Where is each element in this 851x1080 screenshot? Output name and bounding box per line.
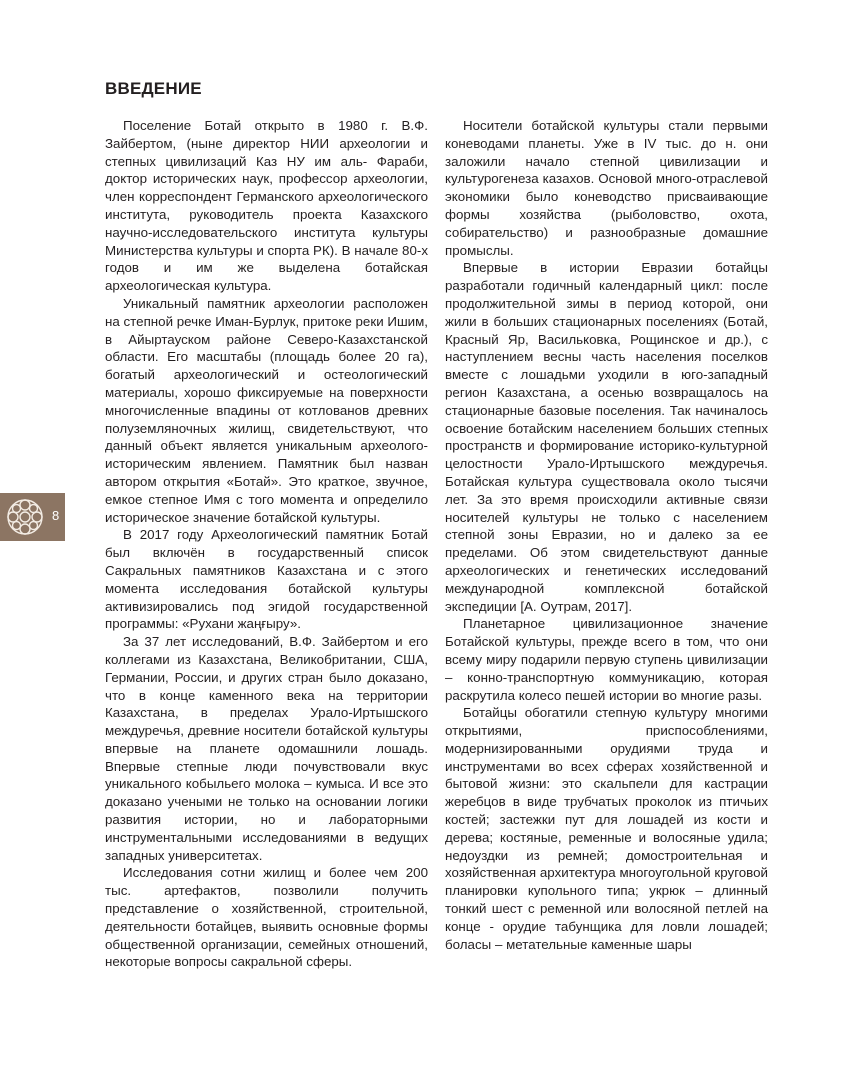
paragraph: В 2017 году Археологический памятник Ботай был включён в государственный список Сакральных памятников Казахстана и с этого момента исследования ботайской культуры активизировались под эгидой государственной программы: «Рухани жаңғыру». <box>105 527 428 632</box>
paragraph: Уникальный памятник археологии расположен на степной речке Иман-Бурлук, притоке реки Ишим, в Айыртауском районе Северо-Казахстанской области. Его масштабы (площадь более 20 га), богатый археологический и остеологический материалы, хорошо фиксируемые на поверхности многочисленные впадины от котлованов древних полуземляночных жилищ, свидетельствуют, что данный объект является уникальным археолого-историческим явлением. Памятник был назван автором открытия «Ботай». Это краткое, звучное, емкое степное Имя с того момента и определило историческое значение ботайской культуры. <box>105 295 428 525</box>
page-number-tab <box>0 493 65 541</box>
paragraph: Ботайцы обогатили степную культуру многими открытиями, приспособлениями, модернизированными орудиями труда и инструментами во всех сферах хозяйственной и бытовой жизни: это скальпели для кастрации жеребцов в виде трубчатых проколок из птичьих костей; застежки пут для лошадей из кости и дерева; костяные, ременные и волосяные удила; недоуздки из ремней; домостроительная и хозяйственная архитектура многоугольной круговой планировки купольного типа; укрюк – длинный тонкий шест с ременной или волосяной петлей на конце - орудие табунщика для ловли лошадей; боласы – метательные каменные шары <box>445 705 768 952</box>
paragraph: За 37 лет исследований, В.Ф. Зайбертом и его коллегами из Казахстана, Великобритании, США, Германии, России, и других стран было доказано, что в конце каменного века на территории Казахстана, в пределах Урало-Иртышского междуречья, древние носители ботайской культуры впервые на планете одомашнили лошадь. Впервые степные люди почувствовали вкус уникального кобыльего молока – кумыса. И все это доказано учеными не только на основании логики развития истории, но и лабораторными инструментальными исследованиями в ведущих западных университетах. <box>105 634 428 863</box>
paragraph: Впервые в истории Евразии ботайцы разработали годичный календарный цикл: после продолжительной зимы в период которой, они жили в больших стационарных поселениях (Ботай, Красный Яр, Васильковка, Рощинское и др.), с наступлением весны часть населения поселков вместе с лошадьми уходили в юго-западный регион Казахстана, а осенью возвращалось на стационарные базовые поселения. Так начиналось освоение ботайским населением больших степных пространств и формирование историко-культурной целостности Урало-Иртышского междуречья. Ботайская культура существовала около тысячи лет. За это время происходили активные связи носителей культуры не только с населением степной зоны Евразии, но и далеко за ее пределами. Об этом свидетельствуют данные археологических и генетических исследований международной комплексной ботайской экспедиции [А. Оутрам, 2017]. <box>445 260 768 614</box>
right-text-column <box>445 117 768 953</box>
paragraph: Носители ботайской культуры стали первыми коневодами планеты. Уже в IV тыс. до н. они заложили начало степной цивилизации и культурогенеза казахов. Основой много-отраслевой экономики было коневодство присваивающие формы хозяйства (рыболовство, охота, собирательство) и разнообразные домашние промыслы. <box>445 118 768 258</box>
left-text-column <box>105 117 428 971</box>
ornament-icon <box>4 496 46 538</box>
paragraph: Исследования сотни жилищ и более чем 200 тыс. артефактов, позволили получить представление о хозяйственной, строительной, деятельности ботайцев, выявить основные формы общественной организации, семейных отношений, некоторые вопросы сакральной сферы. <box>105 865 428 970</box>
paragraph: Планетарное цивилизационное значение Ботайской культуры, прежде всего в том, что они всему миру подарили первую ступень цивилизации – конно-транспортную коммуникацию, которая раскрутила колесо пешей истории во многие разы. <box>445 616 768 703</box>
page-number: 8 <box>52 508 60 523</box>
paragraph: Поселение Ботай открыто в 1980 г. В.Ф. Зайбертом, (ныне директор НИИ археологии и степных цивилизаций Каз НУ им аль- Фараби, доктор исторических наук, профессор археологии, член корреспондент Германского археологического института, руководитель проекта Казахского научно-исследовательского института культуры Министерства культуры и спорта РК). В начале 80-х годов и им же выделена ботайская археологическая культура. <box>105 118 428 294</box>
page-title: ВВЕДЕНИЕ <box>105 79 202 98</box>
